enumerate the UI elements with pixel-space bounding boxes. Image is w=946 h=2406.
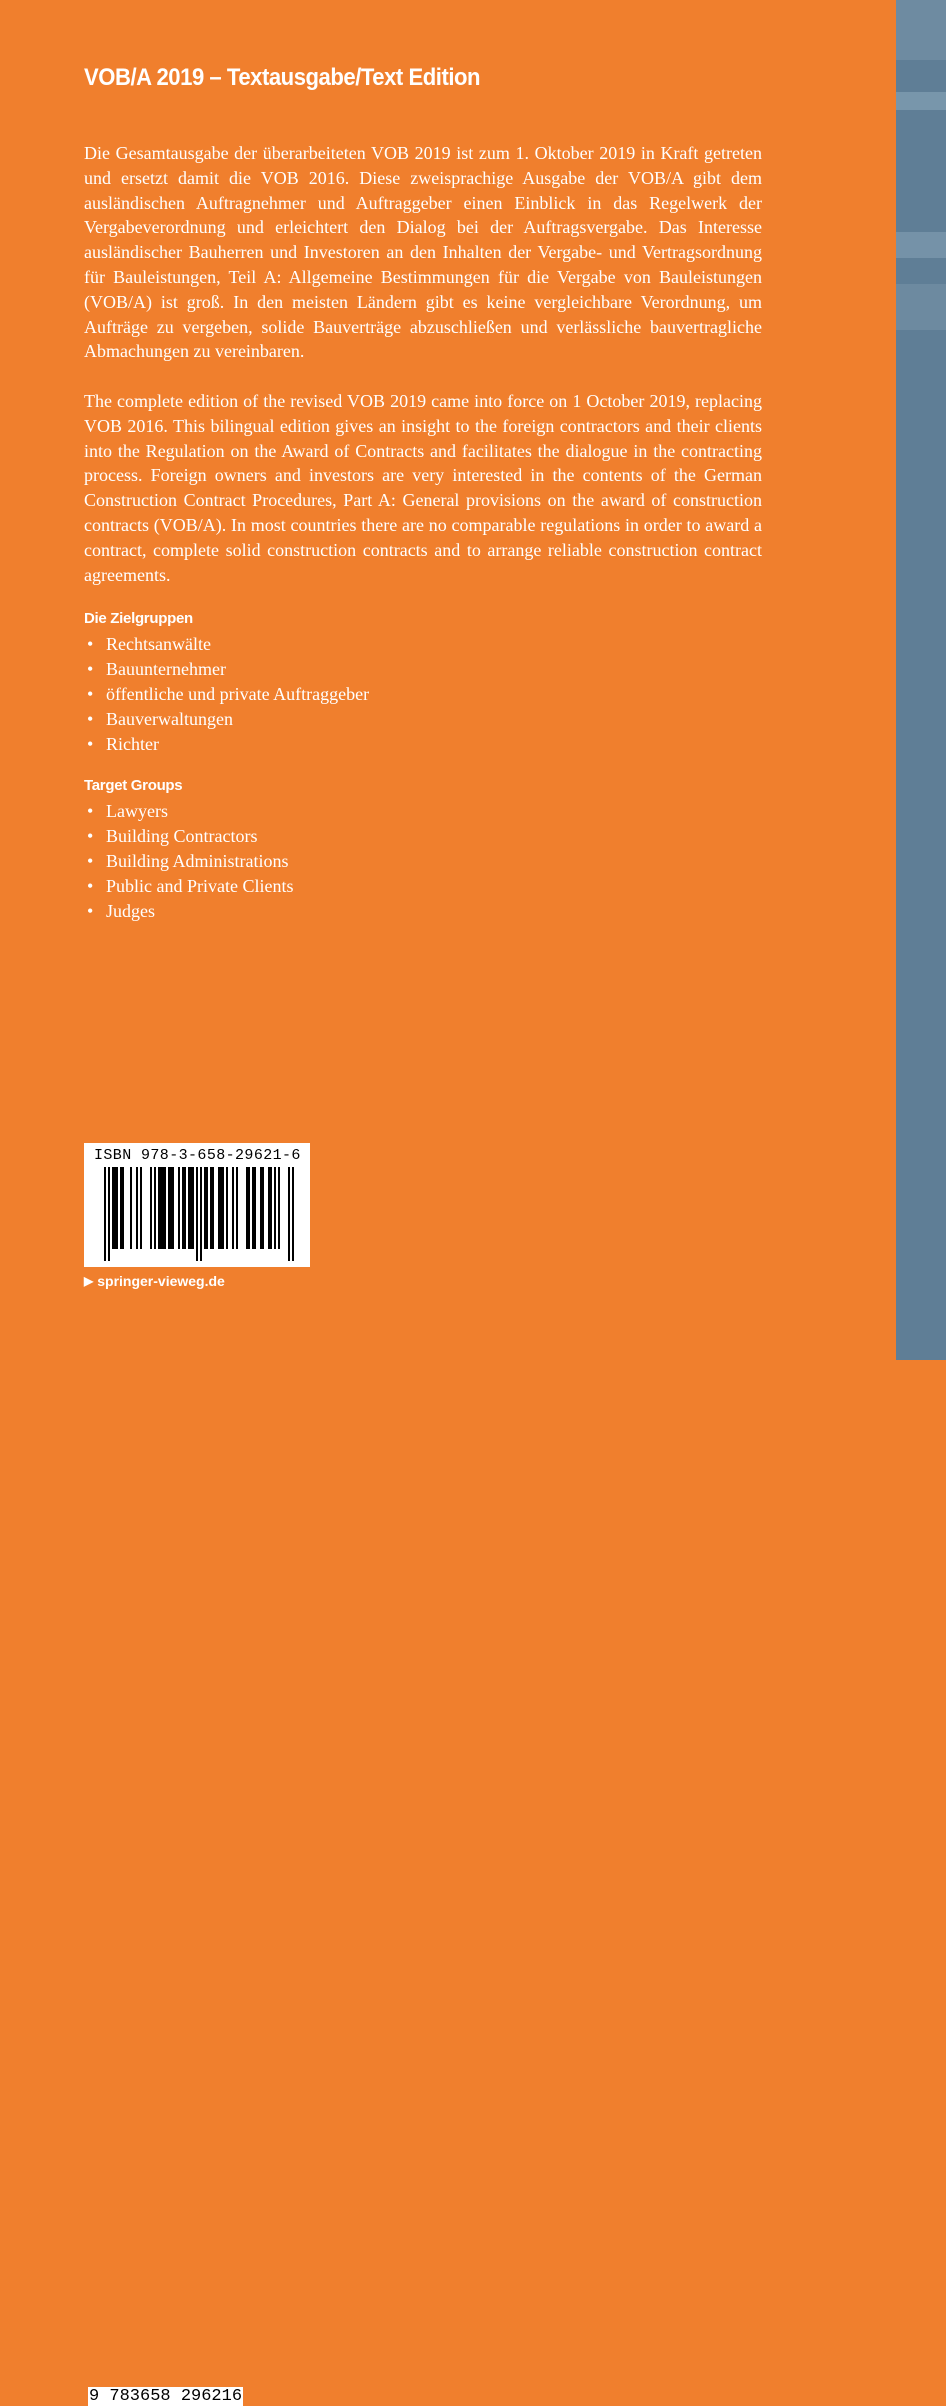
barcode-bar [218, 1167, 220, 1249]
barcode-bar [212, 1167, 214, 1249]
barcode-bar [222, 1167, 224, 1249]
barcode-bar [136, 1167, 138, 1249]
bullet-icon: • [87, 826, 94, 846]
barcode-bar [170, 1167, 172, 1249]
barcode-bar [122, 1167, 124, 1249]
barcode-bar [184, 1167, 186, 1249]
bullet-icon: • [87, 709, 94, 729]
bullet-icon: • [87, 901, 94, 921]
barcode-bar [190, 1167, 192, 1249]
barcode-bar [292, 1167, 294, 1261]
barcode-bar [140, 1167, 142, 1249]
barcode-bar [104, 1167, 106, 1261]
barcode-bar [204, 1167, 206, 1249]
barcode-bar [196, 1167, 198, 1261]
barcode-bar [162, 1167, 164, 1249]
barcode-bar [260, 1167, 262, 1249]
target-groups-de-heading: Die Zielgruppen [84, 610, 193, 627]
stripe-block-1 [896, 92, 946, 110]
barcode-bar [220, 1167, 222, 1249]
barcode-bar [168, 1167, 170, 1249]
stripe-block-2 [896, 232, 946, 258]
bullet-icon: • [87, 851, 94, 871]
barcode-bar [270, 1167, 272, 1249]
barcode-bar [278, 1167, 280, 1249]
list-item: • Rechtsanwälte [84, 632, 369, 657]
bullet-icon: • [87, 659, 94, 679]
barcode-bar [160, 1167, 162, 1249]
description-english: The complete edition of the revised VOB 2019 came into force on 1 October 2019, replacing VOB 2016. This bilingual edition gives an insight to the foreign contractors and their clients into the Regulation on the Award of Contracts and facilitates the dialogue in the contracting process. Foreign owners and investors are very interested in the contents of the German Construction Contract Procedures, Part A: General provisions on the award of construction contracts (VOB/A). In most countries there are no comparable regulations in order to award a contract, complete solid construction contracts and to arrange reliable construction contract agreements. [84, 391, 762, 585]
list-item: • Public and Private Clients [84, 874, 293, 899]
isbn-barcode: ISBN 978-3-658-29621-6 9 783658 296216 [84, 1143, 310, 1267]
stripe-block-3 [896, 284, 946, 330]
bullet-icon: • [87, 876, 94, 896]
list-item: • Richter [84, 732, 369, 757]
barcode-bars [94, 1167, 300, 1265]
barcode-bar [158, 1167, 160, 1249]
barcode-bar [116, 1167, 118, 1249]
barcode-bar [154, 1167, 156, 1249]
barcode-bar [210, 1167, 212, 1249]
barcode-bar [172, 1167, 174, 1249]
barcode-bar [182, 1167, 184, 1249]
barcode-bar [246, 1167, 248, 1249]
barcode-bar [236, 1167, 238, 1249]
barcode-bar [108, 1167, 110, 1261]
list-item: • Building Administrations [84, 849, 293, 874]
page-title: VOB/A 2019 – Textausgabe/Text Edition [84, 64, 481, 91]
barcode-bar [130, 1167, 132, 1249]
publisher-website: springer-vieweg.de [97, 1273, 225, 1289]
barcode-bar [248, 1167, 250, 1249]
barcode-bar [120, 1167, 122, 1249]
bullet-icon: • [87, 801, 94, 821]
barcode-bar [200, 1167, 202, 1261]
list-item: • Building Contractors [84, 824, 293, 849]
barcode-bar [164, 1167, 166, 1249]
barcode-bar [254, 1167, 256, 1249]
barcode-bar [188, 1167, 190, 1249]
barcode-bar [232, 1167, 234, 1249]
target-groups-de-list [84, 632, 369, 757]
barcode-bar [288, 1167, 290, 1261]
barcode-bar [178, 1167, 180, 1249]
stripe-block-top [896, 0, 946, 60]
bullet-icon: • [87, 734, 94, 754]
list-item: • Lawyers [84, 799, 293, 824]
target-groups-en-list [84, 799, 293, 924]
bullet-icon: • [87, 684, 94, 704]
side-stripe [896, 0, 946, 1360]
barcode-bar [114, 1167, 116, 1249]
list-item: • öffentliche und private Auftraggeber [84, 682, 369, 707]
barcode-bar [206, 1167, 208, 1249]
list-item: • Bauunternehmer [84, 657, 369, 682]
barcode-bar [252, 1167, 254, 1249]
barcode-bar [274, 1167, 276, 1249]
target-groups-en-heading: Target Groups [84, 777, 183, 794]
bullet-icon: • [87, 634, 94, 654]
publisher-link[interactable] [84, 1273, 225, 1289]
list-item: • Bauverwaltungen [84, 707, 369, 732]
barcode-bar [112, 1167, 114, 1249]
description-german: Die Gesamtausgabe der überarbeiteten VOB 2019 ist zum 1. Oktober 2019 in Kraft getreten und ersetzt damit die VOB 2016. Diese zweisprachige Ausgabe der VOB/A gibt dem ausländischen Auftragnehmer und Auftraggeber einen Einblick in das Regelwerk der Vergabeverordnung und erleichtert den Dialog bei der Auftragsvergabe. Das Interesse ausländischer Bauherren und Investoren an den Inhalten der Vergabe- und Vertragsordnung für Bauleistungen, Teil A: Allgemeine Bestimmungen für die Vergabe von Bauleistungen (VOB/A) ist groß. In den meisten Ländern gibt es keine vergleichbare Verordnung, um Aufträge zu vergeben, solide Bauverträge abzuschließen und verlässliche bauvertragliche Abmachungen zu vereinbaren. [84, 143, 762, 362]
list-item: • Judges [84, 899, 293, 924]
barcode-bar [226, 1167, 228, 1249]
barcode-bar [268, 1167, 270, 1249]
barcode-bar [262, 1167, 264, 1249]
isbn-label: ISBN 978-3-658-29621-6 [94, 1147, 301, 1164]
barcode-bar [150, 1167, 152, 1249]
barcode-bar [192, 1167, 194, 1249]
play-arrow-icon: ▶ [84, 1274, 94, 1288]
